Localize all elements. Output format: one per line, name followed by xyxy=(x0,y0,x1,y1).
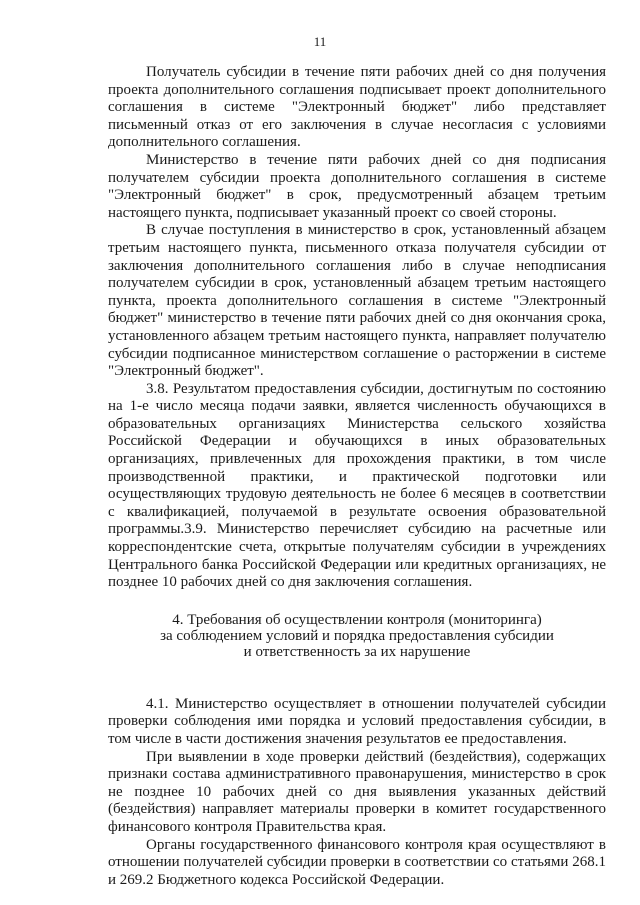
paragraph-financial-control: Органы государственного финансового контроля края осуществляют в отношении получателей субсидии проверки в соответствии со статьями 268.1 и 269.2 Бюджетного кодекса Российской Федерации. xyxy=(108,836,606,888)
paragraph-clause-3-8: 3.8. Результатом предоставления субсидии, достигнутым по состоянию на 1-е число месяца подачи заявки, является численность обучающихся в образовательных организациях Министерства сельского хозяйства Российской Федерации и обучающихся в иных образовательных организациях, привлеченных для прохождения практики, в том числе производственной практики, и практической подготовки или осуществляющих трудовую деятельность не более 6 месяцев в соответствии с квалификацией, получаемой в результате освоения образовательной программы.3.9. Министерство перечисляет субсидию на расчетные или корреспондентские счета, открытые получателям субсидии в учреждениях Центрального банка Российской Федерации или кредитных организациях, не позднее 10 рабочих дней со дня заключения соглашения. xyxy=(108,380,606,591)
paragraph-violation-referral: При выявлении в ходе проверки действий (бездействия), содержащих признаки состава административного правонарушения, министерство в срок не позднее 10 рабочих дней со дня выявления указанных действий (бездействия) направляет материалы проверки в комитет государственного финансового контроля Правительства края. xyxy=(108,748,606,835)
document-body xyxy=(108,64,606,889)
paragraph-recipient-signing: Получатель субсидии в течение пяти рабочих дней со дня получения проекта дополнительного соглашения подписывает проект дополнительного соглашения в системе "Электронный бюджет" либо представляет письменный отказ от его заключения в случае несогласия с условиями дополнительного соглашения. xyxy=(108,64,606,151)
section-heading-line: 4. Требования об осуществлении контроля (мониторинга) xyxy=(172,611,542,628)
paragraph-clause-4-1: 4.1. Министерство осуществляет в отношении получателей субсидии проверки соблюдения ими порядка и условий предоставления субсидии, в том числе в части достижения значения результатов ее предоставления. xyxy=(108,695,606,747)
page-number: 11 xyxy=(313,34,327,49)
section-heading-line: за соблюдением условий и порядка предоставления субсидии xyxy=(160,627,554,644)
section-heading-line: и ответственность за их нарушение xyxy=(243,643,471,660)
paragraph-ministry-signing: Министерство в течение пяти рабочих дней со дня подписания получателем субсидии проекта дополнительного соглашения в системе "Электронный бюджет" в срок, предусмотренный абзацем третьим настоящего пункта, подписывает указанный проект со своей стороны. xyxy=(108,151,606,221)
section-4-heading xyxy=(108,612,606,660)
paragraph-refusal-termination: В случае поступления в министерство в срок, установленный абзацем третьим настоящего пункта, письменного отказа получателя субсидии от заключения дополнительного соглашения либо в случае неподписания получателем субсидии в срок, установленный абзацем третьим настоящего пункта, проекта дополнительного соглашения в системе "Электронный бюджет" министерство в течение пяти рабочих дней со дня окончания срока, установленного абзацем третьим настоящего пункта, направляет получателю субсидии подписанное министерством соглашение о расторжении в системе "Электронный бюджет". xyxy=(108,222,606,380)
